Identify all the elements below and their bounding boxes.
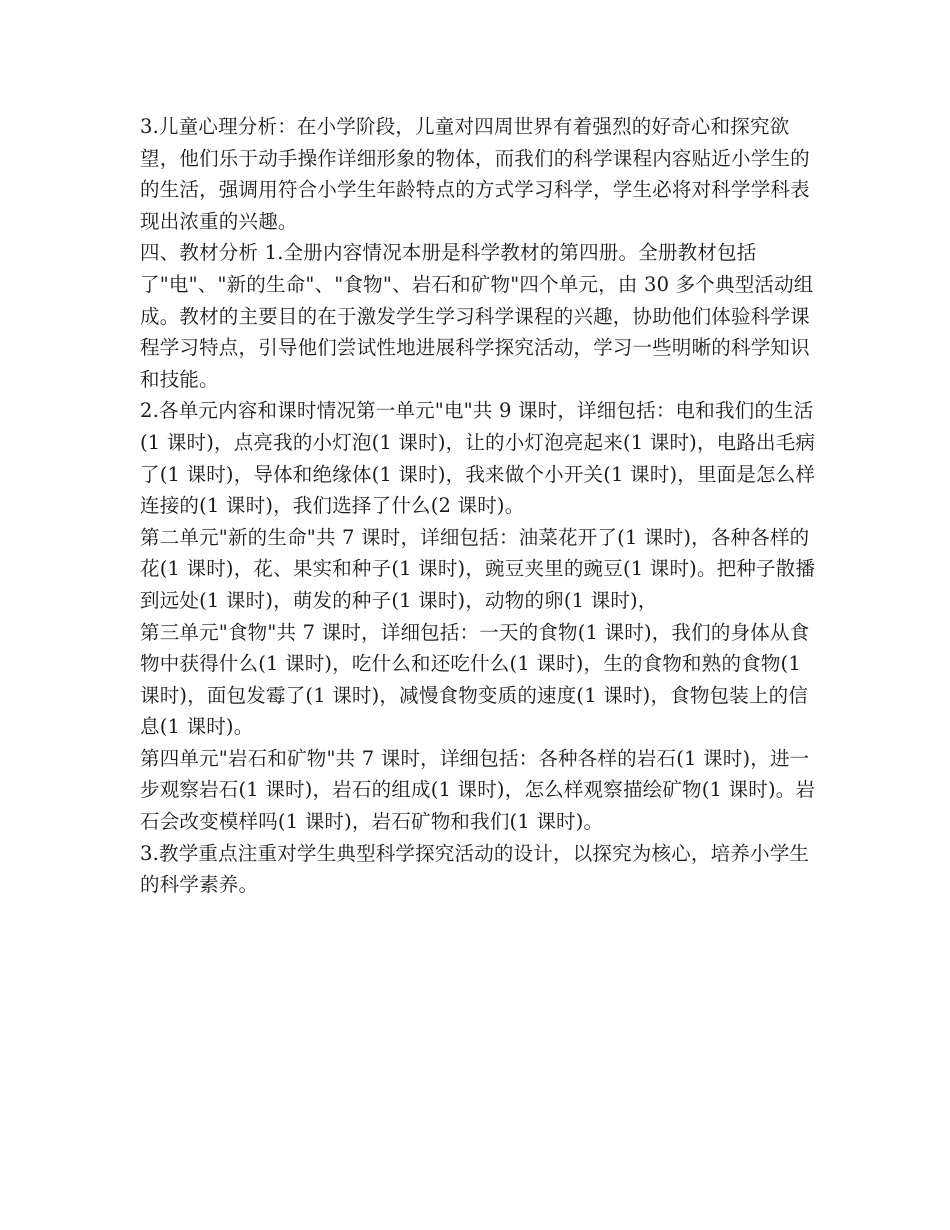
paragraph-textbook-analysis: 四、教材分析 1.全册内容情况本册是科学教材的第四册。全册教材包括了"电"、"新的生命"、"食物"、岩石和矿物"四个单元，由 30 多个典型活动组成。教材的主要目的在于激发学生学习科学课程的兴趣，协助他们体验科学课程学习特点，引导他们尝试性地进展科学探究活动，学习一些明晰的科学知识和技能。 <box>140 241 814 391</box>
paragraph-child-psychology: 3.儿童心理分析：在小学阶段，儿童对四周世界有着强烈的好奇心和探究欲望，他们乐于动手操作详细形象的物体，而我们的科学课程内容贴近小学生的的生活，强调用符合小学生年龄特点的方式学习科学，学生必将对科学学科表现出浓重的兴趣。 <box>140 115 810 233</box>
paragraph-unit-one: 2.各单元内容和课时情况第一单元"电"共 9 课时，详细包括：电和我们的生活(1 课时)，点亮我的小灯泡(1 课时)，让的小灯泡亮起来(1 课时)，电路出毛病了(1 课时)，导体和绝缘体(1 课时)，我来做个小开关(1 课时)，里面是怎么样连接的(1 课时)，我们选择了什么(2 课时)。 <box>140 399 816 518</box>
paragraph-unit-four: 第四单元"岩石和矿物"共 7 课时，详细包括：各种各样的岩石(1 课时)，进一步观察岩石(1 课时)，岩石的组成(1 课时)，怎么样观察描绘矿物(1 课时)。岩石会改变模样吗(1 课时)，岩石矿物和我们(1 课时)。 <box>140 746 816 834</box>
paragraph-teaching-focus: 3.教学重点注重对学生典型科学探究活动的设计，以探究为核心，培养小学生的科学素养。 <box>140 841 810 897</box>
paragraph-unit-three: 第三单元"食物"共 7 课时，详细包括：一天的食物(1 课时)，我们的身体从食物中获得什么(1 课时)，吃什么和还吃什么(1 课时)，生的食物和熟的食物(1 课时)，面包发霉了(1 课时)，减慢食物变质的速度(1 课时)，食物包装上的信息(1 课时)。 <box>140 620 810 739</box>
document-body <box>140 111 820 901</box>
paragraph-unit-two: 第二单元"新的生命"共 7 课时，详细包括：油菜花开了(1 课时)，各种各样的花(1 课时)，花、果实和种子(1 课时)，豌豆夹里的豌豆(1 课时)。把种子散播到远处(1 课时)，萌发的种子(1 课时)，动物的卵(1 课时)， <box>140 525 816 612</box>
